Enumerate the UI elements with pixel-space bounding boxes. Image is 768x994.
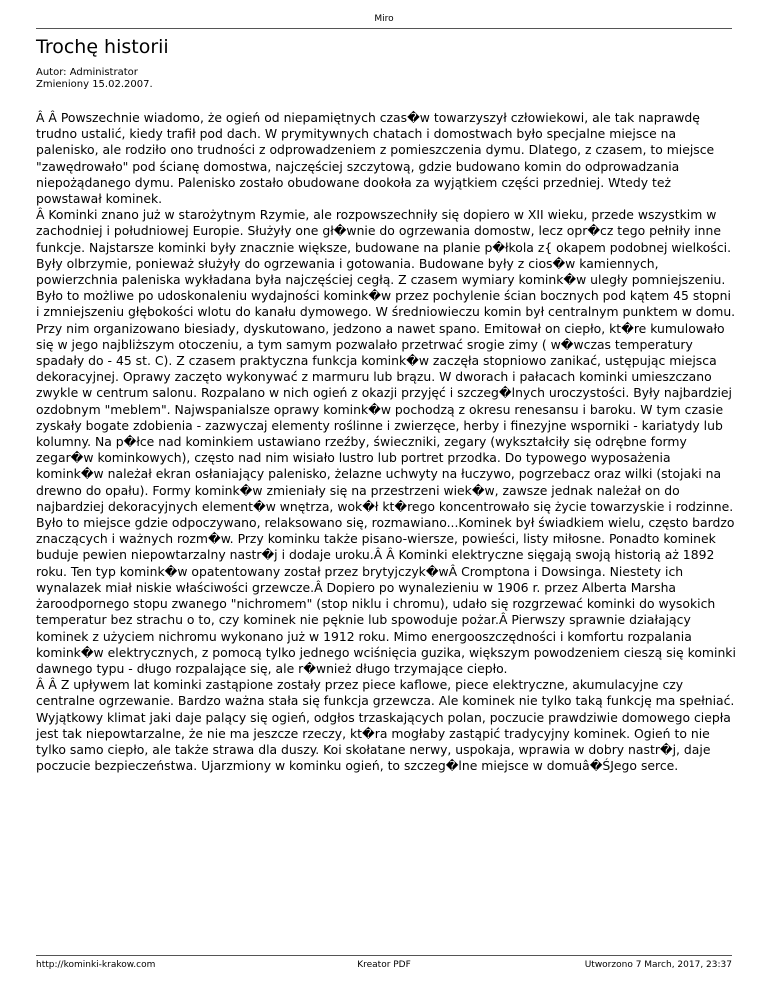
page-title: Trochę historii xyxy=(36,36,169,58)
footer-divider xyxy=(36,955,732,956)
article-meta xyxy=(36,67,153,91)
article-paragraph: Â Â Z upływem lat kominki zastąpione zostały przez piece kaflowe, piece elektryczne, akumulacyjne czy centralne ogrzewanie. Bardzo ważna stała się funkcja grzewcza. Ale kominek nie tylko taką funkcję ma spełniać. Wyjątkowy klimat jaki daje palący się ogień, odgłos trzaskających polan, poczucie prawdziwie domowego ciepła jest tak niepowtarzalne, że nie ma jeszcze rzeczy, kt�ra mogłaby zastąpić tradycyjny kominek. Ogień to nie tylko samo ciepło, ale także strawa dla duszy. Koi skołatane nerwy, uspokaja, wprawia w dobry nastr�j, daje poczucie bezpieczeństwa. Ujarzmiony w kominku ogień, to szczeg�lne miejsce w domuâ�ŚJego serce. xyxy=(36,677,735,774)
footer-generator: Kreator PDF xyxy=(357,960,411,970)
footer-created: Utworzono 7 March, 2017, 23:37 xyxy=(584,960,732,970)
author-line: Autor: Administrator xyxy=(36,67,138,78)
header-divider xyxy=(36,28,732,29)
modified-line: Zmieniony 15.02.2007. xyxy=(36,79,153,90)
article-paragraph: Â Â Powszechnie wiadomo, że ogień od niepamiętnych czas�w towarzyszył człowiekowi, ale tak naprawdę trudno ustalić, kiedy trafił pod dach. W prymitywnych chatach i domostwach było specjalne miejsce na palenisko, ale rodziło ono trudności z odprowadzeniem z pomieszczenia dymu. Dlatego, z czasem, to miejsce "zawędrowało" pod ścianę domostwa, najczęściej szczytową, gdzie budowano komin do odprowadzania niepożądanego dymu. Palenisko zostało obudowane dookoła za wyjątkiem części przedniej. Wtedy też powstawał kominek. xyxy=(36,110,715,207)
site-label: Miro xyxy=(374,14,394,24)
article-paragraph: Â Kominki znano już w starożytnym Rzymie, ale rozpowszechniły się dopiero w XII wieku, przede wszystkim w zachodniej i południowej Europie. Służyły one gł�wnie do ogrzewania domostw, lecz opr�cz tego pełniły inne funkcje. Najstarsze kominki były znacznie większe, budowane na planie p�łkola z{ okapem podobnej wielkości. Były olbrzymie, ponieważ służyły do ogrzewania i gotowania. Budowane były z cios�w kamiennych, powierzchnia paleniska wykładana była najczęściej cegłą. Z czasem wymiary komink�w uległy pomniejszeniu. Było to możliwe po udoskonaleniu wydajności komink�w przez pochylenie ścian bocznych pod kątem 45 stopni i zmniejszeniu głębokości wlotu do kanału dymowego. W średniowieczu komin był centralnym punktem w domu. Przy nim organizowano biesiady, dyskutowano, jedzono a nawet spano. Emitował on ciepło, kt�re kumulowało się w jego najbliższym otoczeniu, a tym samym pozwalało przetrwać srogie zimy ( w�wczas temperatury spadały do - 45 st. C). Z czasem praktyczna funkcja komink�w zaczęła stopniowo zanikać, ustępując miejsca dekoracyjnej. Oprawy zaczęto wykonywać z marmuru lub brązu. W dworach i pałacach kominki umieszczano zwykle w centrum salonu. Rozpalano w nich ogień z okazji przyjęć i szczeg�lnych uroczystości. Były najbardziej ozdobnym "meblem". Najwspanialsze oprawy komink�w pochodzą z okresu renesansu i baroku. W tym czasie zyskały bogate zdobienia - zazwyczaj elementy roślinne i zwierzęce, herby i finezyjne wsporniki - kariatydy lub kolumny. Na p�łce nad kominkiem ustawiano rzeźby, świeczniki, zegary (wykształciły się odrębne formy zegar�w kominkowych), często nad nim wisiało lustro lub portret przodka. Do typowego wyposażenia komink�w należał ekran osłaniający palenisko, żelazne uchwyty na łuczywo, pogrzebacz oraz wilki (stojaki na drewno do opału). Formy komink�w zmieniały się na przestrzeni wiek�w, zawsze jednak należał on do najbardziej dekoracyjnych element�w wnętrza, wok�ł kt�rego koncentrowało się życie towarzyskie i rodzinne. Było to miejsce gdzie odpoczywano, relaksowano się, rozmawiano...Kominek był świadkiem wielu, często bardzo znaczących i ważnych rozm�w. Przy kominku także pisano-wiersze, powieści, listy miłosne. Ponadto kominek buduje pewien niepowtarzalny nastr�j i dodaje uroku.Â Â Kominki elektryczne sięgają swoją historią aż 1892 roku. Ten typ komink�w opatentowany został przez brytyjczyk�wÂ Cromptona i Dowsinga. Niestety ich wynalazek miał niskie właściwości grzewcze.Â Dopiero po wynalezieniu w 1906 r. przez Alberta Marsha żaroodpornego stopu zwanego "nichromem" (stop niklu i chromu), udało się rozgrzewać kominki do wysokich temperatur bez strachu o to, czy kominek nie pęknie lub spowoduje pożar.Â Pierwszy sprawnie działający kominek z użyciem nichromu wykonano już w 1912 roku. Mimo energooszczędności i komfortu rozpalania komink�w elektrycznych, z pomocą tylko jednego wciśnięcia guzika, większym powodzeniem cieszą się kominki dawnego typu - długo rozpalające się, ale r�wnież długo trzymające ciepło. xyxy=(36,207,736,676)
footer-url: http://kominki-krakow.com xyxy=(36,960,156,970)
article-body xyxy=(36,110,736,774)
